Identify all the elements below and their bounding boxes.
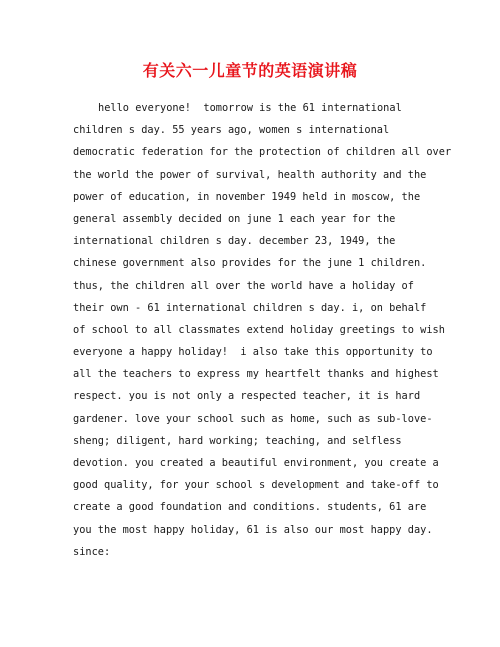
body-line: since:	[73, 545, 111, 558]
body-line: democratic federation for the protection of children all over	[73, 146, 452, 159]
document-body	[73, 97, 452, 563]
body-line: their own - 61 international children s day. i, on behalf	[73, 301, 427, 314]
body-line: of school to all classmates extend holiday greetings to wish	[73, 323, 445, 336]
body-line: gardener. love your school such as home, such as sub-love-	[73, 412, 433, 425]
body-line: create a good foundation and conditions. students, 61 are	[73, 501, 427, 514]
body-line: general assembly decided on june 1 each year for the	[73, 212, 396, 225]
body-line: good quality, for your school s development and take-off to	[73, 479, 439, 492]
body-line: children s day. 55 years ago, women s international	[73, 124, 390, 137]
body-line: everyone a happy holiday! i also take this opportunity to	[73, 346, 433, 359]
body-line: thus, the children all over the world have a holiday of	[73, 279, 414, 292]
body-line: respect. you is not only a respected teacher, it is hard	[73, 390, 421, 403]
document-title: 有关六一儿童节的英语演讲稿	[142, 61, 358, 80]
body-line: all the teachers to express my heartfelt thanks and highest	[73, 368, 439, 381]
body-line: devotion. you created a beautiful environment, you create a	[73, 457, 439, 469]
body-line: power of education, in november 1949 held in moscow, the	[73, 190, 421, 203]
body-line: the world the power of survival, health authority and the	[73, 168, 427, 181]
body-line: you the most happy holiday, 61 is also our most happy day.	[73, 523, 433, 536]
body-line: sheng; diligent, hard working; teaching, and selfless	[73, 434, 402, 447]
body-line: international children s day. december 23, 1949, the	[73, 235, 396, 248]
body-line: chinese government also provides for the june 1 children.	[73, 257, 427, 270]
body-line: hello everyone! tomorrow is the 61 international	[98, 102, 402, 114]
